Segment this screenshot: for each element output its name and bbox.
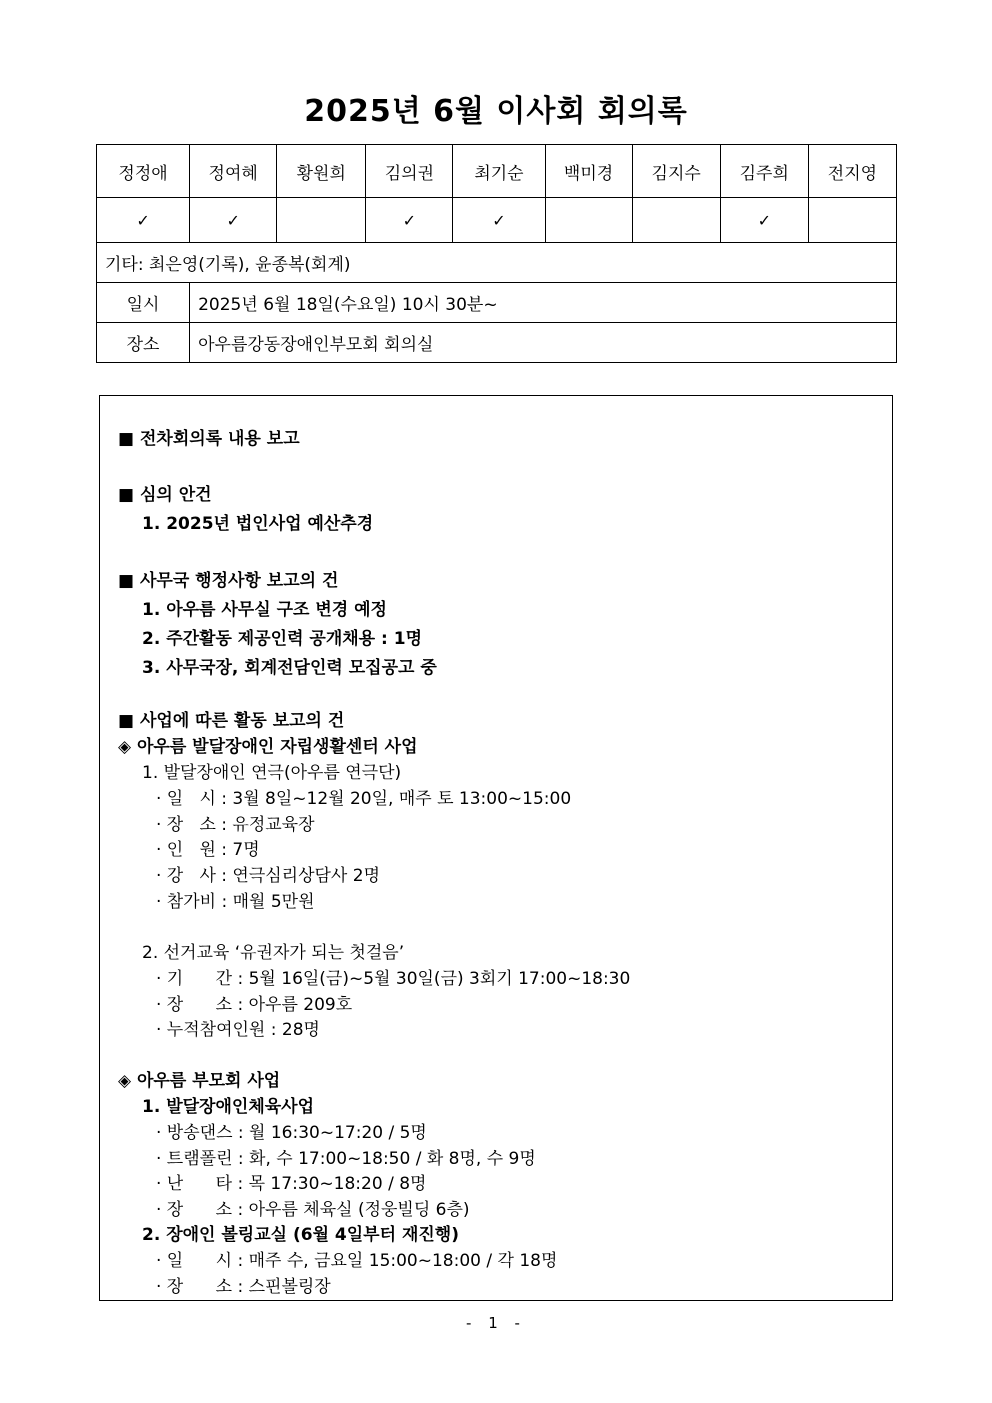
admin-item: 2. 주간활동 제공인력 공개채용 : 1명	[142, 629, 422, 649]
section-admin-report: ■ 사무국 행정사항 보고의 건	[118, 571, 339, 591]
member-name: 김지수	[632, 145, 720, 198]
member-name: 백미경	[545, 145, 632, 198]
attendance-check-mark: ✓	[453, 198, 545, 243]
program-item: 1. 발달장애인체육사업	[142, 1097, 315, 1117]
section-agenda: ■ 심의 안건	[118, 485, 212, 505]
place-value: 아우름강동장애인부모회 회의실	[190, 323, 897, 363]
program-detail: · 참가비 : 매월 5만원	[156, 892, 315, 912]
program-item: 2. 선거교육 ‘유권자가 되는 첫걸음’	[142, 943, 405, 963]
program-detail: · 난 타 : 목 17:30~18:20 / 8명	[156, 1174, 427, 1194]
program-heading: ◈ 아우름 부모회 사업	[118, 1071, 281, 1091]
program-item: 2. 장애인 볼링교실 (6월 4일부터 재진행)	[142, 1225, 459, 1245]
member-name: 정정애	[97, 145, 190, 198]
date-value: 2025년 6월 18일(수요일) 10시 30분~	[190, 283, 897, 323]
program-detail: · 일 시 : 3월 8일~12월 20일, 매주 토 13:00~15:00	[156, 789, 572, 809]
member-name: 황원희	[277, 145, 366, 198]
section-previous-minutes: ■ 전차회의록 내용 보고	[118, 429, 300, 449]
place-label: 장소	[97, 323, 190, 363]
program-detail: · 장 소 : 스핀볼링장	[156, 1277, 331, 1297]
attendance-check-mark: ✓	[97, 198, 190, 243]
document-title: 2025년 6월 이사회 회의록	[304, 94, 688, 129]
program-detail: · 인 원 : 7명	[156, 840, 260, 860]
attendance-check-mark	[632, 198, 720, 243]
member-name: 김주희	[720, 145, 808, 198]
section-activity-report: ■ 사업에 따른 활동 보고의 건	[118, 711, 345, 731]
attendance-check-mark: ✓	[720, 198, 808, 243]
attendance-table	[96, 144, 897, 363]
agenda-item: 1. 2025년 법인사업 예산추경	[142, 514, 374, 534]
attendance-check-mark	[277, 198, 366, 243]
page-number: - 1 -	[466, 1314, 526, 1332]
attendance-check-mark	[808, 198, 896, 243]
member-name: 정여혜	[190, 145, 277, 198]
member-name: 전지영	[808, 145, 896, 198]
admin-item: 3. 사무국장, 회계전담인력 모집공고 중	[142, 658, 437, 678]
program-detail: · 트램폴린 : 화, 수 17:00~18:50 / 화 8명, 수 9명	[156, 1149, 536, 1169]
program-detail: · 장 소 : 유정교육장	[156, 815, 315, 835]
other-attendees: 기타: 최은영(기록), 윤종복(회계)	[97, 243, 897, 283]
program-detail: · 방송댄스 : 월 16:30~17:20 / 5명	[156, 1123, 427, 1143]
program-detail: · 장 소 : 아우름 체육실 (정웅빌딩 6층)	[156, 1200, 470, 1220]
member-name: 최기순	[453, 145, 545, 198]
minutes-content-box	[99, 395, 893, 1301]
program-detail: · 일 시 : 매주 수, 금요일 15:00~18:00 / 각 18명	[156, 1251, 558, 1271]
attendance-check-mark: ✓	[190, 198, 277, 243]
admin-item: 1. 아우름 사무실 구조 변경 예정	[142, 600, 387, 620]
program-detail: · 강 사 : 연극심리상담사 2명	[156, 866, 380, 886]
program-detail: · 누적참여인원 : 28명	[156, 1020, 320, 1040]
program-heading: ◈ 아우름 발달장애인 자립생활센터 사업	[118, 737, 418, 757]
date-label: 일시	[97, 283, 190, 323]
member-name: 김의권	[366, 145, 453, 198]
program-detail: · 장 소 : 아우름 209호	[156, 995, 353, 1015]
program-detail: · 기 간 : 5월 16일(금)~5월 30일(금) 3회기 17:00~18:30	[156, 969, 631, 989]
program-item: 1. 발달장애인 연극(아우름 연극단)	[142, 763, 402, 783]
attendance-check-mark: ✓	[366, 198, 453, 243]
attendance-check-mark	[545, 198, 632, 243]
